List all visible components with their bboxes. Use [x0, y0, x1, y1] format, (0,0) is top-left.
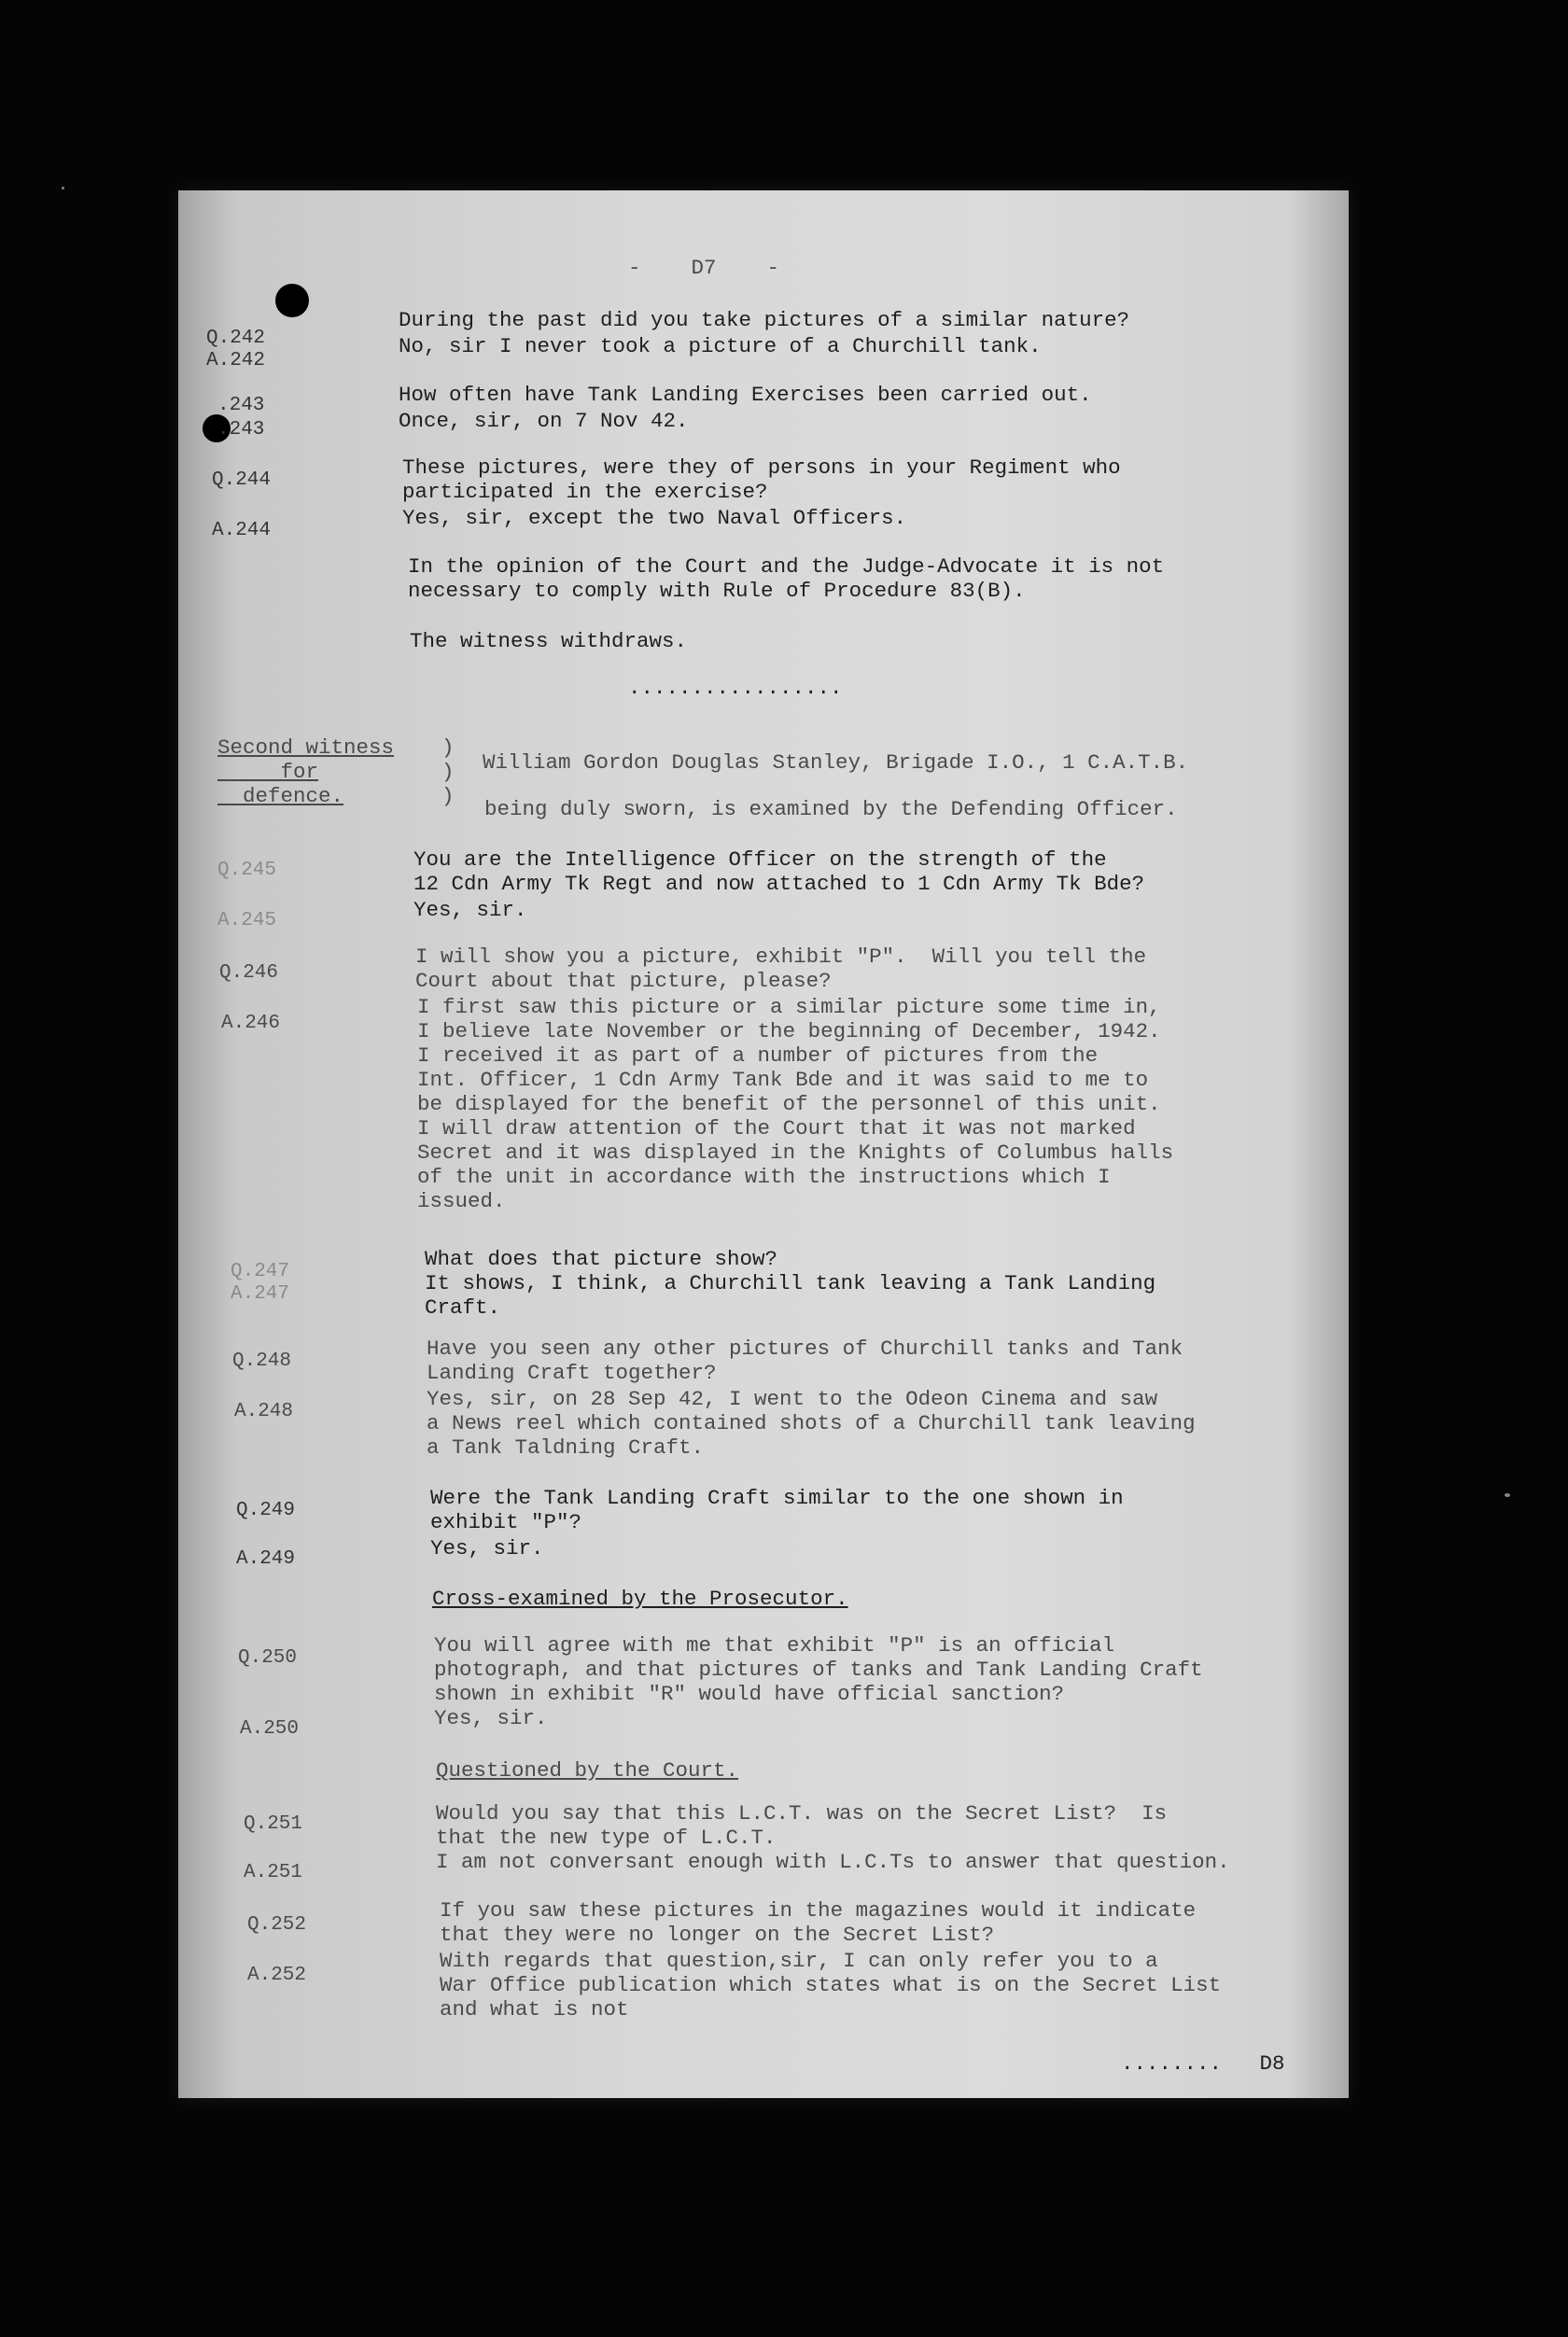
question-text: If you saw these pictures in the magazines would it indicate that they were no longer on the Secret List?: [440, 1898, 1197, 1947]
answer-text: Once, sir, on 7 Nov 42.: [399, 409, 689, 433]
question-label: Q.247: [231, 1261, 290, 1282]
question-label: Q.248: [232, 1350, 292, 1372]
answer-text: No, sir I never took a picture of a Churchill tank.: [399, 334, 1042, 358]
answer-label: A.251: [244, 1862, 303, 1883]
answer-label: A.250: [240, 1718, 300, 1740]
question-label: Q.242: [206, 328, 266, 349]
answer-label: A.246: [221, 1013, 281, 1034]
answer-text: I am not conversant enough with L.C.Ts to answer that question.: [436, 1850, 1230, 1874]
page-header: - D7 -: [628, 256, 780, 280]
question-label: .243: [217, 395, 265, 416]
witness-name: William Gordon Douglas Stanley, Brigade I.O., 1 C.A.T.B.: [483, 750, 1189, 775]
answer-label: A.249: [236, 1548, 296, 1570]
answer-label: A.248: [234, 1401, 294, 1422]
answer-text: Yes, sir.: [430, 1536, 544, 1560]
question-text: You will agree with me that exhibit "P" is an official photograph, and that pictures of tanks and Tank Landing Craft shown in exhibit "R" would have official sanction?: [434, 1633, 1203, 1706]
question-text: I will show you a picture, exhibit "P". Will you tell the Court about that picture, please?: [415, 945, 1147, 993]
page-footer: ........ D8: [1121, 2051, 1285, 2076]
cross-heading: Cross-examined by the Prosecutor.: [432, 1587, 848, 1611]
witness-heading: Second witness for defence.: [217, 735, 395, 808]
question-text: Were the Tank Landing Craft similar to the one shown in exhibit "P"?: [430, 1486, 1124, 1534]
question-text: Would you say that this L.C.T. was on the Secret List? Is that the new type of L.C.T.: [436, 1801, 1168, 1850]
question-label: Q.249: [236, 1500, 296, 1521]
answer-label: .243: [217, 419, 265, 441]
question-text: What does that picture show?: [425, 1247, 778, 1271]
answer-label: A.244: [212, 520, 272, 541]
answer-text: Yes, sir, on 28 Sep 42, I went to the Odeon Cinema and saw a News reel which contained shots of a Churchill tank leaving a Tank Taldning Craft.: [427, 1387, 1196, 1460]
dust-speck: [62, 187, 64, 189]
question-label: Q.251: [244, 1813, 303, 1835]
question-text: How often have Tank Landing Exercises been carried out.: [399, 383, 1092, 407]
dust-speck: [1505, 1493, 1510, 1497]
answer-label: A.245: [217, 910, 277, 931]
answer-text: Yes, sir.: [413, 898, 527, 922]
answer-text: It shows, I think, a Churchill tank leaving a Tank Landing Craft.: [425, 1271, 1156, 1320]
question-label: Q.252: [247, 1914, 307, 1936]
court-note: In the opinion of the Court and the Judge-Advocate it is not necessary to comply with Rule of Procedure 83(B).: [408, 554, 1165, 603]
answer-label: A.242: [206, 350, 266, 371]
answer-label: A.252: [247, 1965, 307, 1986]
answer-text: I first saw this picture or a similar picture some time in, I believe late November or the beginning of December, 1942. I received it as part of a number of pictures from the Int. Officer, 1 Cdn Army Tank Bde and it was said to me to be displayed for the benefit of the personnel of this unit. I will draw attention of the Court that it was not marked Secret and it was displayed in the Knights of Columbus halls of the unit in accordance with the instructions which I issued.: [417, 995, 1174, 1213]
withdraw-note: The witness withdraws.: [410, 629, 688, 653]
question-label: Q.246: [219, 962, 279, 984]
question-label: Q.244: [212, 469, 272, 491]
question-label: Q.245: [217, 860, 277, 881]
answer-text: With regards that question,sir, I can only refer you to a War Office publication which states what is on the Secret List and what is not: [440, 1949, 1222, 2022]
answer-label: A.247: [231, 1283, 290, 1305]
question-text: Have you seen any other pictures of Churchill tanks and Tank Landing Craft together?: [427, 1336, 1183, 1385]
question-label: Q.250: [238, 1647, 298, 1669]
court-heading: Questioned by the Court.: [436, 1758, 739, 1783]
question-text: During the past did you take pictures of a similar nature?: [399, 308, 1130, 332]
question-text: You are the Intelligence Officer on the strength of the 12 Cdn Army Tk Regt and now attached to 1 Cdn Army Tk Bde?: [413, 847, 1145, 896]
document-page: [178, 190, 1349, 2098]
punch-hole: [275, 284, 309, 317]
question-text: These pictures, were they of persons in your Regiment who participated in the exercise?: [402, 455, 1121, 504]
separator: .................: [628, 676, 843, 700]
bracket: ) ) ): [441, 735, 455, 808]
answer-text: Yes, sir, except the two Naval Officers.: [402, 506, 907, 530]
answer-text: Yes, sir.: [434, 1706, 548, 1730]
witness-sworn: being duly sworn, is examined by the Defending Officer.: [484, 797, 1178, 821]
